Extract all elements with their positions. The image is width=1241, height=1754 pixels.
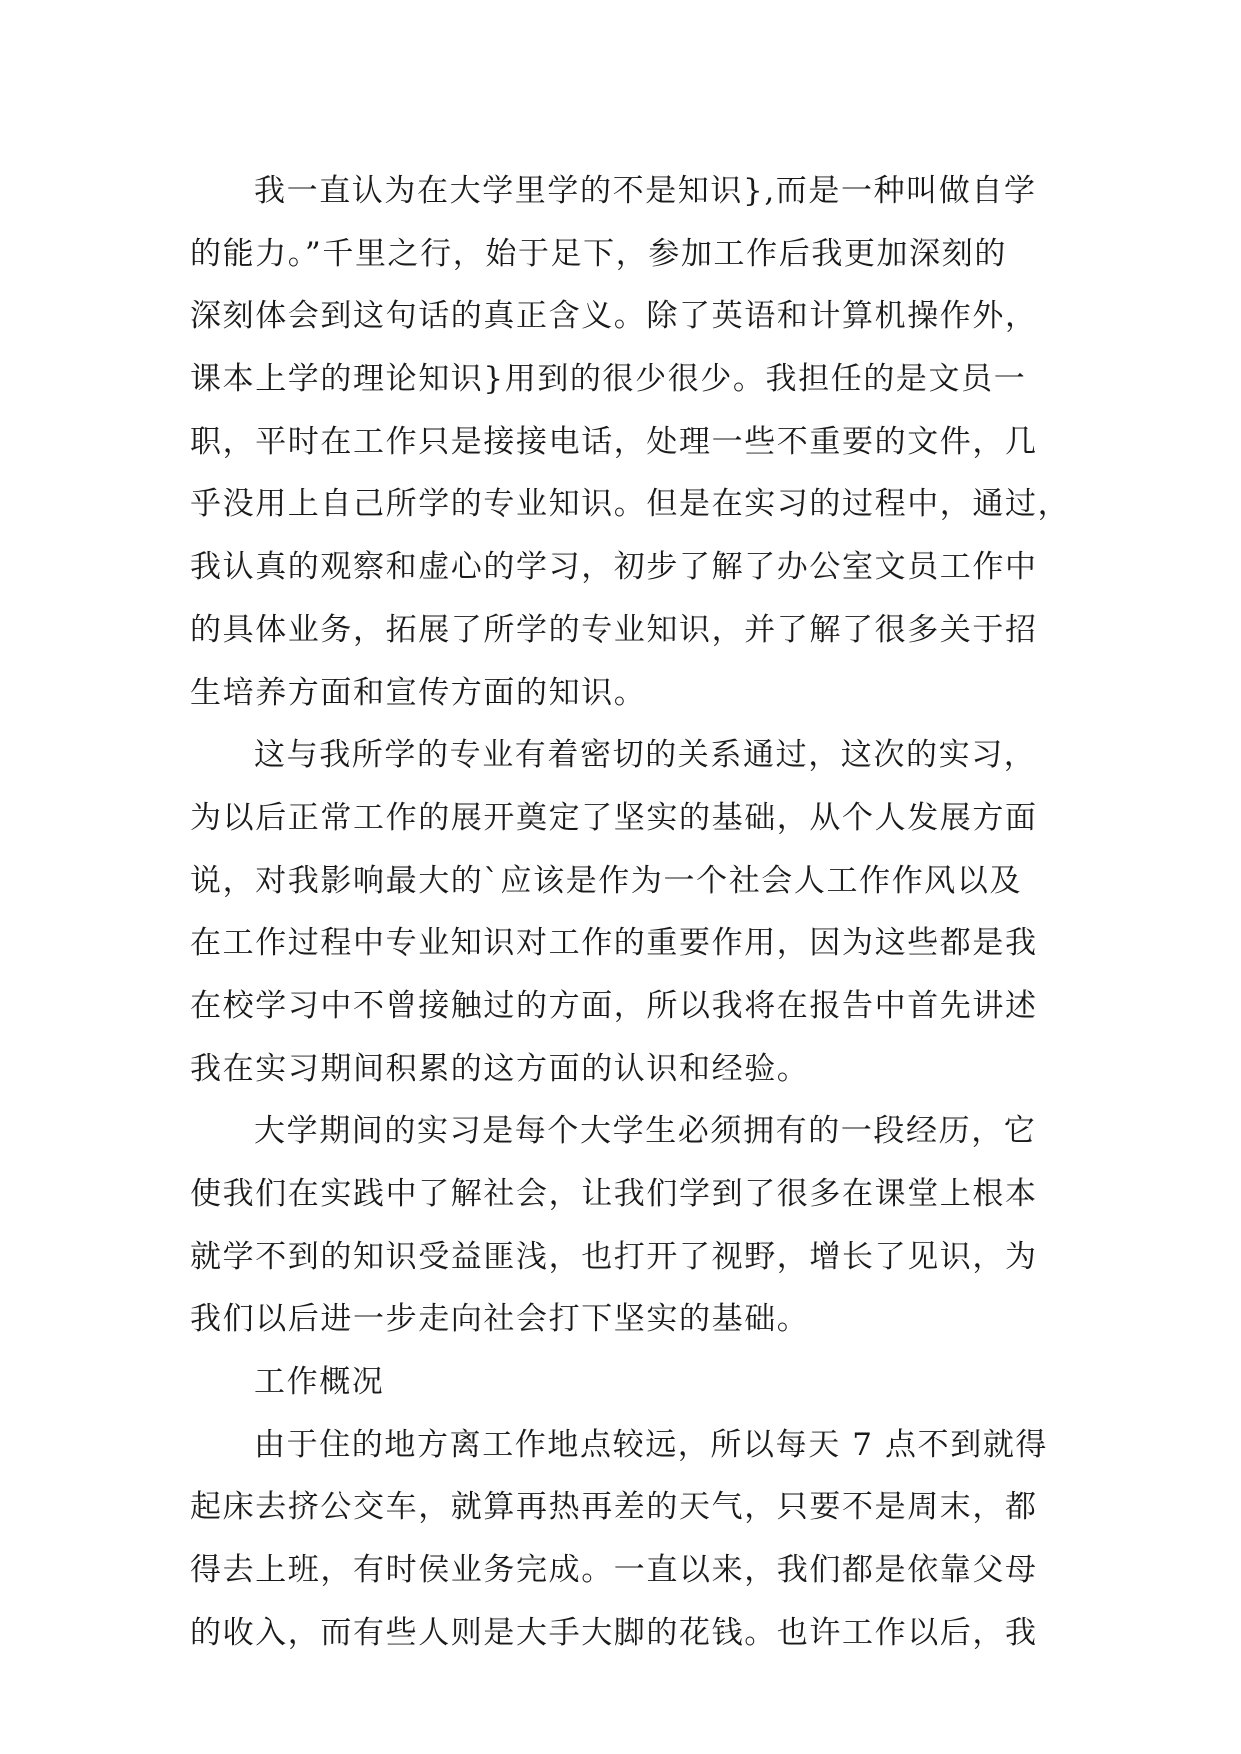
section-heading: 工作概况 <box>254 1364 385 1401</box>
text-line: 的能力。”千里之行，始于足下，参加工作后我更加深刻的 <box>190 235 1007 272</box>
text-line: 生培养方面和宣传方面的知识。 <box>190 674 647 711</box>
text-line: 大学期间的实习是每个大学生必须拥有的一段经历，它 <box>254 1113 1037 1150</box>
text-line: 深刻体会到这句话的真正含义。除了英语和计算机操作外， <box>190 298 1038 335</box>
text-line: 得去上班，有时侯业务完成。一直以来，我们都是依靠父母 <box>190 1552 1038 1589</box>
text-line: 在校学习中不曾接触过的方面，所以我将在报告中首先讲述 <box>190 987 1038 1024</box>
text-line: 的收入，而有些人则是大手大脚的花钱。也许工作以后，我 <box>190 1614 1038 1651</box>
text-line: 说，对我影响最大的`应该是作为一个社会人工作作风以及 <box>190 862 1023 899</box>
text-line: 乎没用上自己所学的专业知识。但是在实习的过程中，通过， <box>190 486 1071 523</box>
text-line: 课本上学的理论知识}用到的很少很少。我担任的是文员一 <box>190 361 1027 398</box>
text-line: 我在实习期间积累的这方面的认识和经验。 <box>190 1050 810 1087</box>
text-line: 职，平时在工作只是接接电话，处理一些不重要的文件，几 <box>190 423 1038 460</box>
text-line: 在工作过程中专业知识对工作的重要作用，因为这些都是我 <box>190 925 1038 962</box>
text-line: 由于住的地方离工作地点较远，所以每天 7 点不到就得 <box>254 1426 1049 1463</box>
text-line: 我一直认为在大学里学的不是知识},而是一种叫做自学 <box>254 173 1037 209</box>
text-line: 的具体业务，拓展了所学的专业知识，并了解了很多关于招 <box>190 611 1038 648</box>
text-line: 这与我所学的专业有着密切的关系通过，这次的实习， <box>254 737 1037 774</box>
text-line: 我们以后进一步走向社会打下坚实的基础。 <box>190 1301 810 1338</box>
document-body <box>190 160 1071 1665</box>
text-line: 起床去挤公交车，就算再热再差的天气，只要不是周末，都 <box>190 1489 1038 1526</box>
text-line: 为以后正常工作的展开奠定了坚实的基础，从个人发展方面 <box>190 799 1038 836</box>
text-line: 就学不到的知识受益匪浅，也打开了视野，增长了见识，为 <box>190 1238 1038 1275</box>
text-line: 使我们在实践中了解社会，让我们学到了很多在课堂上根本 <box>190 1176 1038 1212</box>
text-line: 我认真的观察和虚心的学习，初步了解了办公室文员工作中 <box>190 549 1038 586</box>
